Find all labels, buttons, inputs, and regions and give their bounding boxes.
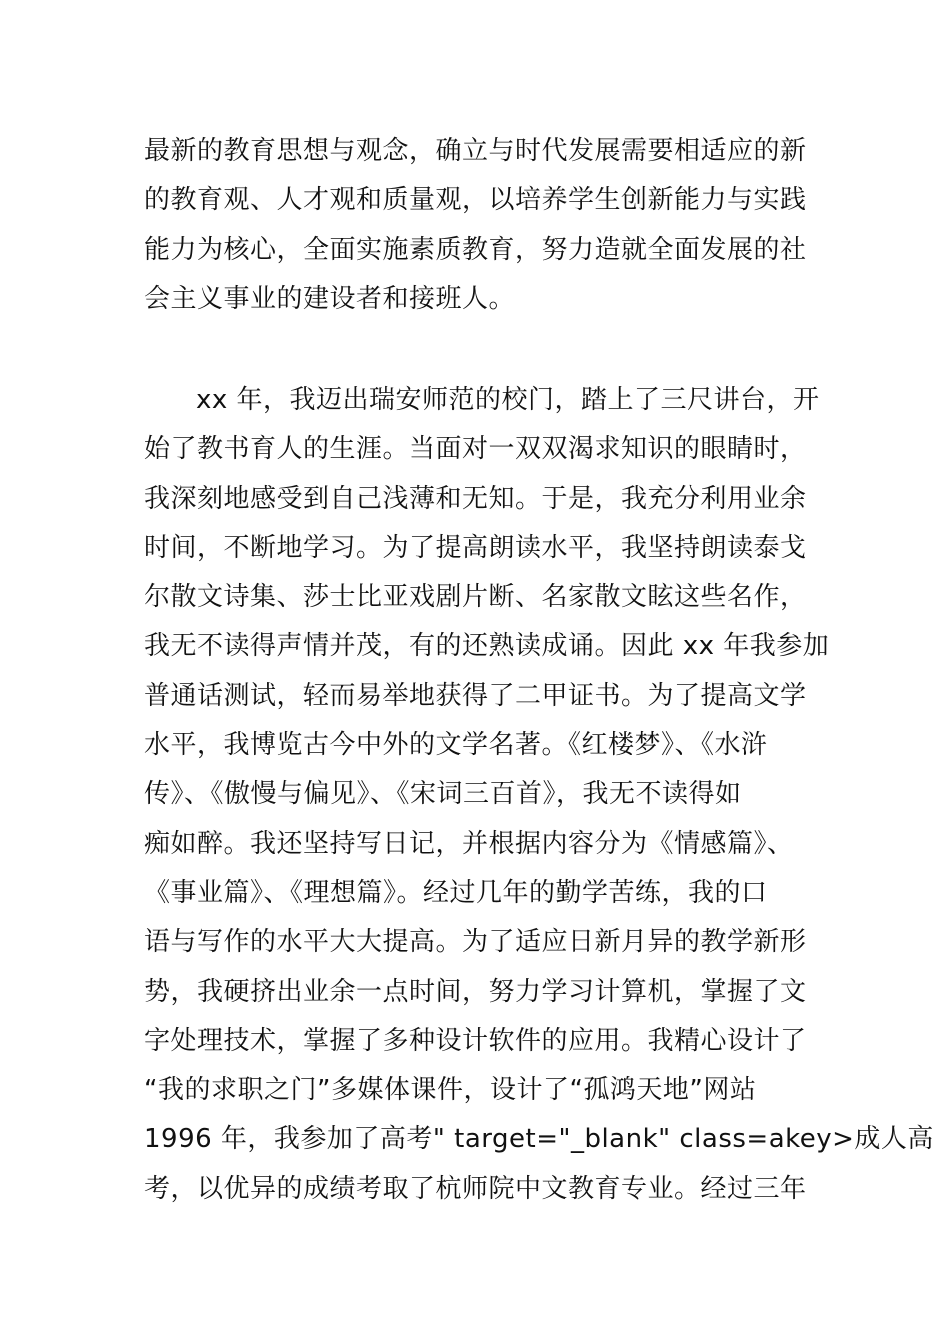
text-line: 能力为核心，全面实施素质教育，努力造就全面发展的社 [144, 234, 807, 265]
text-line: 始了教书育人的生涯。当面对一双双渴求知识的眼睛时， [144, 434, 807, 465]
text-line: 语与写作的水平大大提高。为了适应日新月异的教学新形 [144, 927, 807, 958]
text-line: 普通话测试，轻而易举地获得了二甲证书。为了提高文学 [144, 680, 807, 711]
text-line: 的教育观、人才观和质量观，以培养学生创新能力与实践 [144, 185, 807, 216]
text-line: 最新的教育思想与观念，确立与时代发展需要相适应的新 [144, 136, 807, 166]
text-line: 时间，不断地学习。为了提高朗读水平，我坚持朗读泰戈 [144, 532, 807, 563]
text-line: “我的求职之门”多媒体课件，设计了“孤鸿天地”网站 [144, 1075, 757, 1106]
text-line: 我无不读得声情并茂，有的还熟读成诵。因此 xx 年我参加 [144, 631, 830, 662]
text-line: 1996 年，我参加了高考" target="_blank" class=akey>成人高 [144, 1124, 934, 1155]
text-line: 我深刻地感受到自己浅薄和无知。于是，我充分利用业余 [144, 483, 807, 514]
paragraph-1 [144, 127, 808, 324]
text-line: 尔散文诗集、莎士比亚戏剧片断、名家散文眩这些名作， [144, 582, 807, 613]
text-line: 字处理技术，掌握了多种设计软件的应用。我精心设计了 [144, 1025, 807, 1056]
text-line: 势，我硬挤出业余一点时间，努力学习计算机，掌握了文 [144, 976, 807, 1007]
text-line: 痴如醉。我还坚持写日记，并根据内容分为《情感篇》、 [144, 828, 794, 859]
text-line: 水平，我博览古今中外的文学名著。《红楼梦》、《水浒 [144, 730, 768, 761]
paragraph-2 [144, 376, 934, 1214]
text-line: 考，以优异的成绩考取了杭师院中文教育专业。经过三年 [144, 1173, 807, 1204]
text-line: 会主义事业的建设者和接班人。 [144, 283, 516, 314]
text-line: 《事业篇》、《理想篇》。经过几年的勤学苦练，我的口 [144, 877, 768, 908]
text-line: xx 年，我迈出瑞安师范的校门，踏上了三尺讲台，开 [196, 385, 820, 415]
text-line: 传》、《傲慢与偏见》、《宋词三百首》，我无不读得如 [144, 779, 742, 810]
